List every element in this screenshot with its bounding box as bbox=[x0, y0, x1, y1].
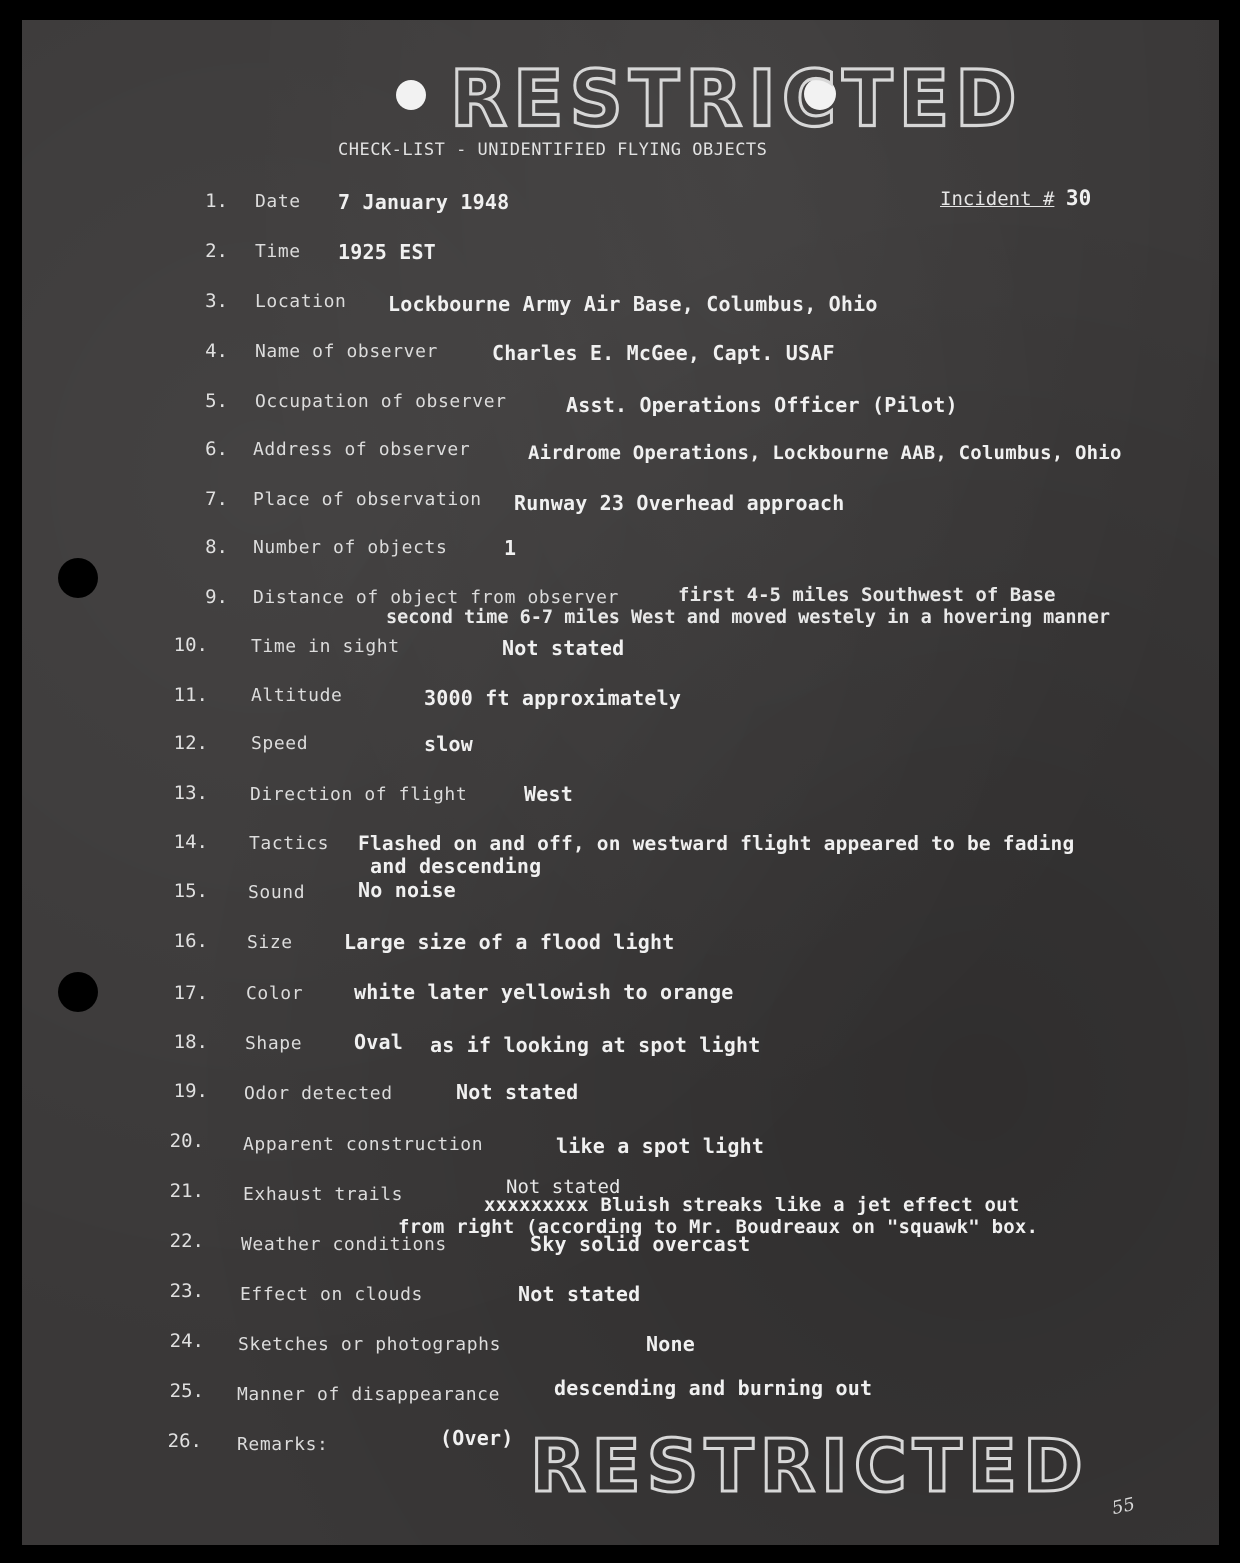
item-label: Color bbox=[246, 983, 304, 1004]
item-value: Asst. Operations Officer (Pilot) bbox=[566, 393, 958, 417]
item-number: 7. bbox=[205, 488, 228, 510]
punch-hole bbox=[58, 972, 98, 1012]
item-value: No noise bbox=[358, 878, 456, 902]
item-label: Time bbox=[255, 241, 301, 262]
item-label: Manner of disappearance bbox=[237, 1384, 501, 1405]
document-sheet bbox=[22, 20, 1219, 1545]
item-value: slow bbox=[424, 732, 473, 756]
item-value: 1 bbox=[504, 536, 517, 560]
item-value: Lockbourne Army Air Base, Columbus, Ohio bbox=[388, 292, 878, 316]
item-label: Occupation of observer bbox=[255, 391, 507, 412]
item-label: Name of observer bbox=[255, 341, 438, 362]
item-value: 1925 EST bbox=[338, 240, 436, 264]
item-number: 13. bbox=[173, 782, 208, 804]
item-value-continued: as if looking at spot light bbox=[430, 1033, 761, 1057]
item-label: Odor detected bbox=[244, 1083, 393, 1104]
item-label: Address of observer bbox=[253, 439, 471, 460]
item-label: Time in sight bbox=[251, 636, 400, 657]
item-value: Sky solid overcast bbox=[530, 1232, 751, 1256]
item-label: Remarks: bbox=[237, 1434, 329, 1455]
punch-hole bbox=[58, 558, 98, 598]
item-value: Charles E. McGee, Capt. USAF bbox=[492, 341, 835, 365]
item-value-struck: Not stated bbox=[506, 1176, 621, 1198]
item-number: 6. bbox=[205, 438, 228, 460]
item-label: Location bbox=[255, 291, 347, 312]
item-value: Not stated bbox=[518, 1282, 641, 1306]
incident-label: Incident # bbox=[940, 188, 1055, 210]
item-number: 19. bbox=[173, 1080, 208, 1102]
item-value: first 4-5 miles Southwest of Base bbox=[678, 584, 1056, 606]
item-number: 3. bbox=[205, 290, 228, 312]
item-number: 2. bbox=[205, 240, 228, 262]
incident-value: 30 bbox=[1065, 186, 1092, 210]
item-value: Not stated bbox=[456, 1080, 579, 1104]
item-value-continued: from right (according to Mr. Boudreaux on "squawk" box. bbox=[398, 1216, 1039, 1238]
item-label: Place of observation bbox=[253, 489, 482, 510]
item-value: Not stated bbox=[502, 636, 625, 660]
item-number: 14. bbox=[173, 831, 208, 853]
item-number: 9. bbox=[205, 586, 228, 608]
item-value: 3000 ft approximately bbox=[424, 686, 682, 710]
item-value: None bbox=[646, 1332, 695, 1356]
item-value: West bbox=[524, 782, 573, 806]
item-value: Runway 23 Overhead approach bbox=[514, 491, 845, 515]
item-label: Sound bbox=[248, 882, 306, 903]
item-number: 26. bbox=[167, 1430, 202, 1452]
item-number: 17. bbox=[173, 982, 208, 1004]
restricted-stamp-bottom: RESTRICTED bbox=[530, 1424, 1089, 1508]
item-value: Large size of a flood light bbox=[344, 930, 675, 954]
item-label: Apparent construction bbox=[243, 1134, 484, 1155]
item-number: 12. bbox=[173, 732, 208, 754]
item-value: Oval bbox=[354, 1030, 403, 1054]
item-value: Airdrome Operations, Lockbourne AAB, Columbus, Ohio bbox=[528, 442, 1122, 464]
item-number: 20. bbox=[169, 1130, 204, 1152]
item-value: white later yellowish to orange bbox=[354, 980, 734, 1004]
item-number: 4. bbox=[205, 340, 228, 362]
item-number: 11. bbox=[173, 684, 208, 706]
item-number: 5. bbox=[205, 390, 228, 412]
item-label: Exhaust trails bbox=[243, 1184, 404, 1205]
item-label: Date bbox=[255, 191, 301, 212]
item-number: 22. bbox=[169, 1230, 204, 1252]
item-number: 23. bbox=[169, 1280, 204, 1302]
item-value: Flashed on and off, on westward flight appeared to be fading bbox=[358, 832, 1075, 855]
page-title: CHECK-LIST - UNIDENTIFIED FLYING OBJECTS bbox=[338, 140, 768, 160]
staple-hole bbox=[396, 80, 426, 110]
incident-number bbox=[940, 186, 1092, 210]
item-value-continued: and descending bbox=[370, 854, 542, 878]
item-label: Effect on clouds bbox=[240, 1284, 423, 1305]
item-number: 15. bbox=[173, 880, 208, 902]
item-label: Altitude bbox=[251, 685, 343, 706]
restricted-stamp-top: RESTRICTED bbox=[450, 53, 1023, 145]
page-mark: 55 bbox=[1110, 1493, 1137, 1520]
item-number: 16. bbox=[173, 930, 208, 952]
item-number: 18. bbox=[173, 1031, 208, 1053]
item-number: 24. bbox=[169, 1330, 204, 1352]
item-value: descending and burning out bbox=[554, 1376, 873, 1400]
item-value: (Over) bbox=[440, 1426, 514, 1450]
item-value: 7 January 1948 bbox=[338, 190, 510, 214]
item-label: Shape bbox=[245, 1033, 303, 1054]
item-label: Size bbox=[247, 932, 293, 953]
item-number: 10. bbox=[173, 634, 208, 656]
item-label: Weather conditions bbox=[241, 1234, 447, 1255]
item-value: xxxxxxxxx Bluish streaks like a jet effect out bbox=[484, 1194, 1020, 1216]
item-label: Tactics bbox=[249, 833, 330, 854]
item-label: Sketches or photographs bbox=[238, 1334, 502, 1355]
item-label: Distance of object from observer bbox=[253, 587, 619, 608]
item-value-continued: second time 6-7 miles West and moved westely in a hovering manner bbox=[386, 607, 1110, 628]
item-value: like a spot light bbox=[556, 1134, 765, 1158]
item-number: 25. bbox=[169, 1380, 204, 1402]
item-label: Direction of flight bbox=[250, 784, 468, 805]
item-label: Speed bbox=[251, 733, 309, 754]
item-number: 1. bbox=[205, 190, 228, 212]
item-label: Number of objects bbox=[253, 537, 448, 558]
item-number: 21. bbox=[169, 1180, 204, 1202]
item-number: 8. bbox=[205, 536, 228, 558]
